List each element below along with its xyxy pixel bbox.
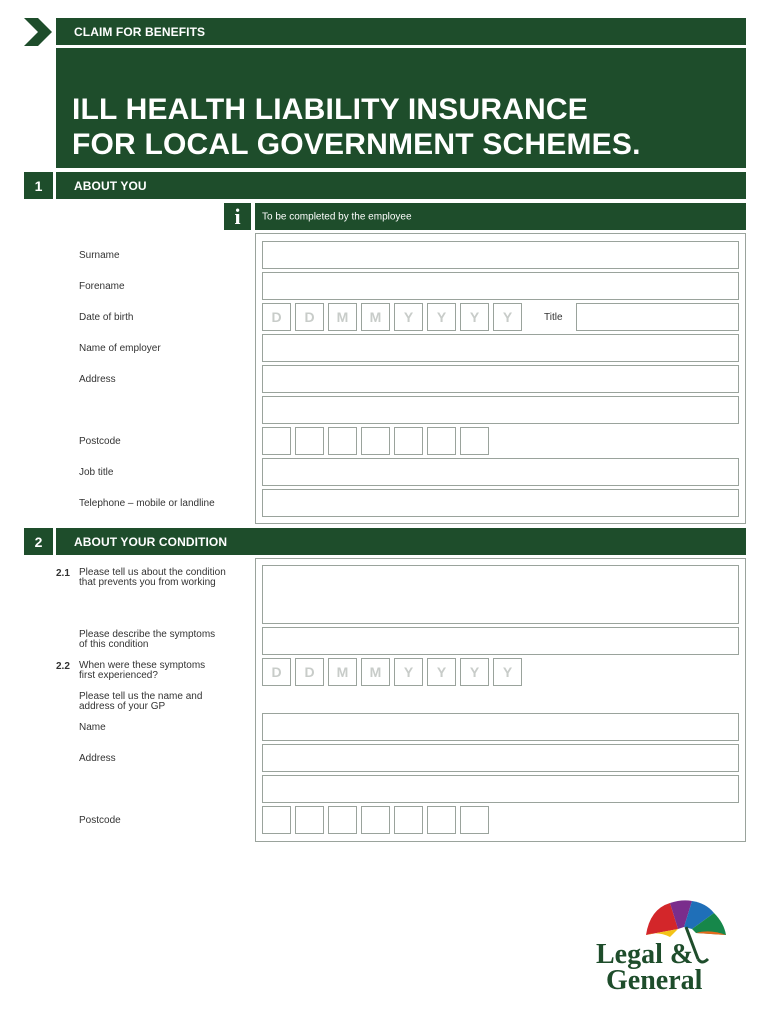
gp-postcode-cell[interactable] bbox=[361, 806, 390, 834]
section-2-title: ABOUT YOUR CONDITION bbox=[74, 534, 228, 549]
condition-label-line-2: that prevents you from working bbox=[79, 577, 216, 588]
claim-banner bbox=[56, 18, 746, 45]
gp-postcode-cell[interactable] bbox=[295, 806, 324, 834]
title-block bbox=[56, 48, 746, 168]
page-title bbox=[72, 92, 641, 162]
gp-label-line-2: address of your GP bbox=[79, 701, 166, 712]
condition-label-line-1: Please tell us about the condition bbox=[79, 567, 226, 578]
section-1-header bbox=[56, 172, 746, 199]
gp-address-field-line-2[interactable] bbox=[262, 775, 739, 803]
telephone-field[interactable] bbox=[262, 489, 739, 517]
gp-postcode-cell[interactable] bbox=[394, 806, 423, 834]
symptoms-date-label-line-2: first experienced? bbox=[79, 670, 158, 681]
symptoms-field[interactable] bbox=[262, 627, 739, 655]
dob-year-3[interactable]: Y bbox=[460, 303, 489, 331]
symptoms-label-line-1: Please describe the symptoms bbox=[79, 629, 216, 640]
forename-label: Forename bbox=[79, 281, 125, 292]
legal-general-logo bbox=[590, 895, 740, 995]
symptoms-year-1[interactable]: Y bbox=[394, 658, 423, 686]
question-2-2-number: 2.2 bbox=[56, 661, 70, 672]
gp-label-line-1: Please tell us the name and bbox=[79, 691, 203, 702]
job-title-field[interactable] bbox=[262, 458, 739, 486]
logo-text-line-2: General bbox=[606, 965, 703, 996]
symptoms-month-2[interactable]: M bbox=[361, 658, 390, 686]
gp-address-label: Address bbox=[79, 753, 116, 764]
gp-postcode-cell[interactable] bbox=[262, 806, 291, 834]
symptoms-month-1[interactable]: M bbox=[328, 658, 357, 686]
employer-label: Name of employer bbox=[79, 343, 161, 354]
info-note: To be completed by the employee bbox=[262, 211, 412, 222]
gp-name-field[interactable] bbox=[262, 713, 739, 741]
job-title-label: Job title bbox=[79, 467, 114, 478]
dob-label: Date of birth bbox=[79, 312, 134, 323]
info-note-bar bbox=[255, 203, 746, 230]
postcode-cell[interactable] bbox=[394, 427, 423, 455]
gp-postcode-cell[interactable] bbox=[328, 806, 357, 834]
logo-text-line-1: Legal & bbox=[596, 939, 694, 970]
chevron-right-icon bbox=[24, 18, 52, 46]
symptoms-date-label-line-1: When were these symptoms bbox=[79, 660, 206, 671]
symptoms-day-1[interactable]: D bbox=[262, 658, 291, 686]
address-field-line-2[interactable] bbox=[262, 396, 739, 424]
dob-month-2[interactable]: M bbox=[361, 303, 390, 331]
symptoms-year-2[interactable]: Y bbox=[427, 658, 456, 686]
symptoms-year-4[interactable]: Y bbox=[493, 658, 522, 686]
telephone-label: Telephone – mobile or landline bbox=[79, 498, 215, 509]
postcode-cell[interactable] bbox=[427, 427, 456, 455]
symptoms-date-label bbox=[79, 661, 205, 681]
gp-postcode-cell[interactable] bbox=[460, 806, 489, 834]
title-field[interactable] bbox=[576, 303, 739, 331]
postcode-cell[interactable] bbox=[262, 427, 291, 455]
dob-day-1[interactable]: D bbox=[262, 303, 291, 331]
section-1-number: 1 bbox=[24, 172, 53, 199]
dob-month-1[interactable]: M bbox=[328, 303, 357, 331]
gp-address-field-line-1[interactable] bbox=[262, 744, 739, 772]
dob-year-4[interactable]: Y bbox=[493, 303, 522, 331]
address-field-line-1[interactable] bbox=[262, 365, 739, 393]
section-1-title: ABOUT YOU bbox=[74, 178, 147, 193]
gp-postcode-cell[interactable] bbox=[427, 806, 456, 834]
surname-field[interactable] bbox=[262, 241, 739, 269]
postcode-cell[interactable] bbox=[328, 427, 357, 455]
dob-year-1[interactable]: Y bbox=[394, 303, 423, 331]
title-line-2: FOR LOCAL GOVERNMENT SCHEMES. bbox=[72, 128, 641, 161]
forename-field[interactable] bbox=[262, 272, 739, 300]
postcode-label: Postcode bbox=[79, 436, 121, 447]
symptoms-label-line-2: of this condition bbox=[79, 639, 149, 650]
symptoms-day-2[interactable]: D bbox=[295, 658, 324, 686]
symptoms-year-3[interactable]: Y bbox=[460, 658, 489, 686]
info-glyph: i bbox=[234, 203, 241, 229]
condition-field[interactable] bbox=[262, 565, 739, 624]
postcode-cell[interactable] bbox=[295, 427, 324, 455]
condition-label bbox=[79, 568, 226, 588]
postcode-cell[interactable] bbox=[460, 427, 489, 455]
info-icon bbox=[224, 203, 251, 230]
title-label: Title bbox=[544, 312, 563, 323]
gp-name-label: Name bbox=[79, 722, 106, 733]
section-2-header bbox=[56, 528, 746, 555]
postcode-cell[interactable] bbox=[361, 427, 390, 455]
employer-field[interactable] bbox=[262, 334, 739, 362]
claim-banner-label: CLAIM FOR BENEFITS bbox=[74, 24, 206, 39]
gp-label bbox=[79, 692, 202, 712]
gp-postcode-label: Postcode bbox=[79, 815, 121, 826]
section-2-number: 2 bbox=[24, 528, 53, 555]
question-2-1-number: 2.1 bbox=[56, 568, 70, 579]
dob-day-2[interactable]: D bbox=[295, 303, 324, 331]
address-label: Address bbox=[79, 374, 116, 385]
symptoms-label bbox=[79, 630, 215, 650]
surname-label: Surname bbox=[79, 250, 120, 261]
title-line-1: ILL HEALTH LIABILITY INSURANCE bbox=[72, 93, 588, 126]
dob-year-2[interactable]: Y bbox=[427, 303, 456, 331]
